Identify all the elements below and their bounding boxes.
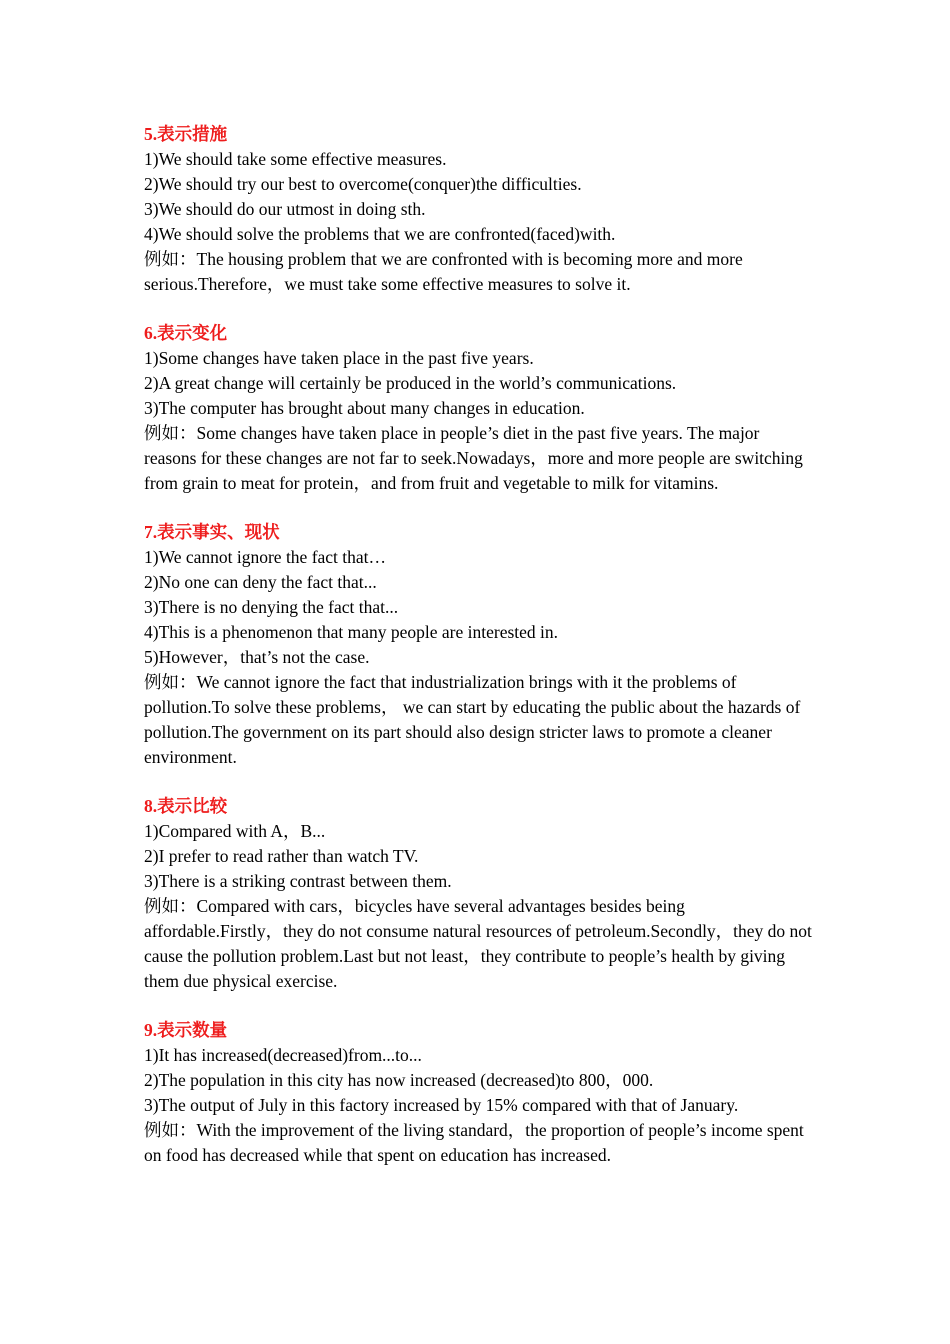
phrase-item: 2)The population in this city has now increased (decreased)to 800，000. [144, 1070, 654, 1090]
section-heading: 9.表示数量 [144, 1020, 228, 1040]
section-heading: 5.表示措施 [144, 124, 228, 144]
section-facts [144, 520, 812, 770]
example-label: 例如： [144, 249, 197, 269]
phrase-item: 4)We should solve the problems that we are confronted(faced)with. [144, 224, 616, 244]
example-text: With the improvement of the living standard，the proportion of people’s income spent on food has decreased while that spent on education has increased. [144, 1120, 804, 1165]
example-label: 例如： [144, 423, 197, 443]
phrase-item: 1)It has increased(decreased)from...to... [144, 1045, 422, 1065]
phrase-item: 2)We should try our best to overcome(conquer)the difficulties. [144, 174, 582, 194]
phrase-item: 3)We should do our utmost in doing sth. [144, 199, 426, 219]
example-text: We cannot ignore the fact that industrialization brings with it the problems of pollution.To solve these problems， we can start by educating the public about the hazards of pollution.The government on its part should also design stricter laws to promote a cleaner environment. [144, 672, 801, 767]
example-paragraph [144, 894, 812, 994]
phrase-item: 3)There is a striking contrast between them. [144, 871, 452, 891]
section-changes [144, 321, 812, 496]
phrase-item: 2)No one can deny the fact that... [144, 572, 377, 592]
example-text: Some changes have taken place in people’s diet in the past five years. The major reasons for these changes are not far to seek.Nowadays，more and more people are switching from grain to meat for protein，and from fruit and vegetable to milk for vitamins. [144, 423, 803, 493]
phrase-item: 2)A great change will certainly be produced in the world’s communications. [144, 373, 677, 393]
section-heading: 7.表示事实、现状 [144, 522, 280, 542]
phrase-item: 3)The computer has brought about many changes in education. [144, 398, 585, 418]
example-paragraph [144, 670, 812, 770]
phrase-item: 1)We cannot ignore the fact that… [144, 547, 387, 567]
phrase-item: 1)Some changes have taken place in the past five years. [144, 348, 534, 368]
phrase-item: 4)This is a phenomenon that many people are interested in. [144, 622, 559, 642]
document-page [144, 122, 812, 1192]
example-paragraph [144, 1118, 812, 1168]
section-quantity [144, 1018, 812, 1168]
section-comparison [144, 794, 812, 994]
example-paragraph [144, 247, 812, 297]
example-text: The housing problem that we are confronted with is becoming more and more serious.Therefore，we must take some effective measures to solve it. [144, 249, 743, 294]
example-label: 例如： [144, 896, 197, 916]
phrase-item: 3)The output of July in this factory increased by 15% compared with that of January. [144, 1095, 739, 1115]
example-paragraph [144, 421, 812, 496]
example-label: 例如： [144, 1120, 197, 1140]
section-heading: 8.表示比较 [144, 796, 228, 816]
example-text: Compared with cars，bicycles have several advantages besides being affordable.Firstly，they do not consume natural resources of petroleum.Secondly，they do not cause the pollution problem.Last but not least，they contribute to people’s health by giving them due physical exercise. [144, 896, 812, 991]
phrase-item: 1)We should take some effective measures. [144, 149, 447, 169]
phrase-item: 5)However，that’s not the case. [144, 647, 370, 667]
section-heading: 6.表示变化 [144, 323, 228, 343]
phrase-item: 3)There is no denying the fact that... [144, 597, 399, 617]
example-label: 例如： [144, 672, 197, 692]
section-measures [144, 122, 812, 297]
phrase-item: 1)Compared with A，B... [144, 821, 326, 841]
phrase-item: 2)I prefer to read rather than watch TV. [144, 846, 419, 866]
